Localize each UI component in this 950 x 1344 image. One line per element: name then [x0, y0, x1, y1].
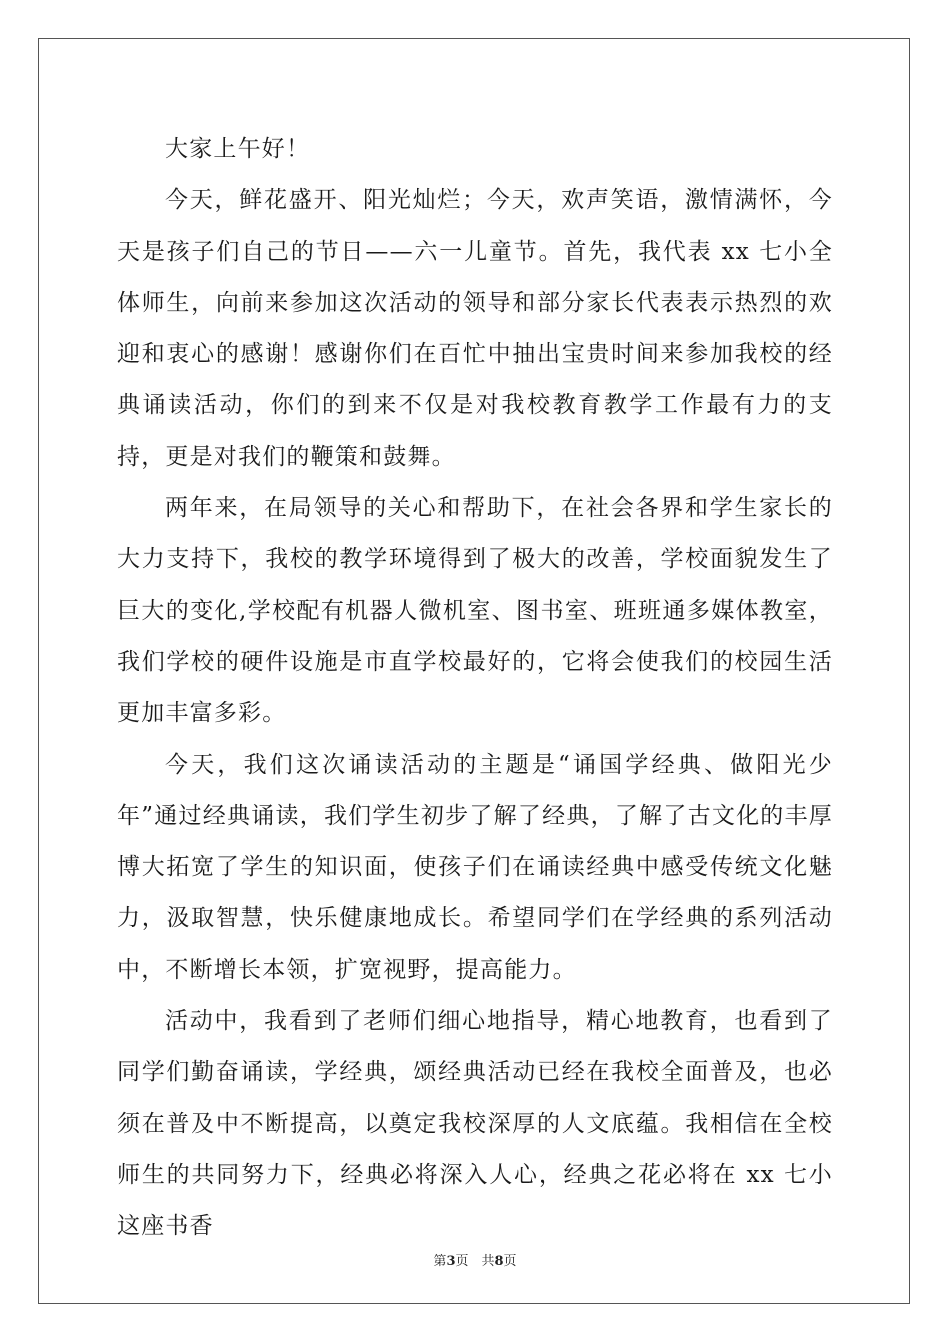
paragraph-school-changes: 两年来，在局领导的关心和帮助下，在社会各界和学生家长的大力支持下，我校的教学环境得到了极大的改善，学校面貌发生了巨大的变化,学校配有机器人微机室、图书室、班班通多媒体教室，我们学校的硬件设施是市直学校最好的，它将会使我们的校园生活更加丰富多彩。 — [117, 495, 833, 727]
footer-page-prefix: 第 — [433, 1254, 447, 1269]
document-body — [117, 124, 833, 1253]
paragraph-reading-theme: 今天，我们这次诵读活动的主题是“诵国学经典、做阳光少年”通过经典诵读，我们学生初步了解了经典，了解了古文化的丰厚博大拓宽了学生的知识面，使孩子们在诵读经典中感受传统文化魅力，汲取智慧，快乐健康地成长。希望同学们在学经典的系列活动中，不断增长本领，扩宽视野，提高能力。 — [117, 751, 833, 983]
footer-total-pages: 8 — [494, 1254, 504, 1269]
footer-page-mid: 页 共 — [455, 1254, 495, 1269]
footer-current-page: 3 — [446, 1254, 456, 1269]
paragraph-activity: 活动中，我看到了老师们细心地指导，精心地教育，也看到了同学们勤奋诵读，学经典，颂经典活动已经在我校全面普及，也必须在普及中不断提高，以奠定我校深厚的人文底蕴。我相信在全校师生的共同努力下，经典必将深入人心，经典之花必将在 xx 七小这座书香 — [117, 1008, 833, 1240]
paragraph-welcome: 今天，鲜花盛开、阳光灿烂；今天，欢声笑语，激情满怀，今天是孩子们自己的节日——六一儿童节。首先，我代表 xx 七小全体师生，向前来参加这次活动的领导和部分家长代表表示热烈的欢迎和衷心的感谢！感谢你们在百忙中抽出宝贵时间来参加我校的经典诵读活动，你们的到来不仅是对我校教育教学工作最有力的支持，更是对我们的鞭策和鼓舞。 — [117, 187, 833, 470]
footer-page-suffix: 页 — [503, 1254, 517, 1269]
paragraph-greeting: 大家上午好！ — [165, 136, 311, 162]
page-footer — [0, 1250, 950, 1269]
